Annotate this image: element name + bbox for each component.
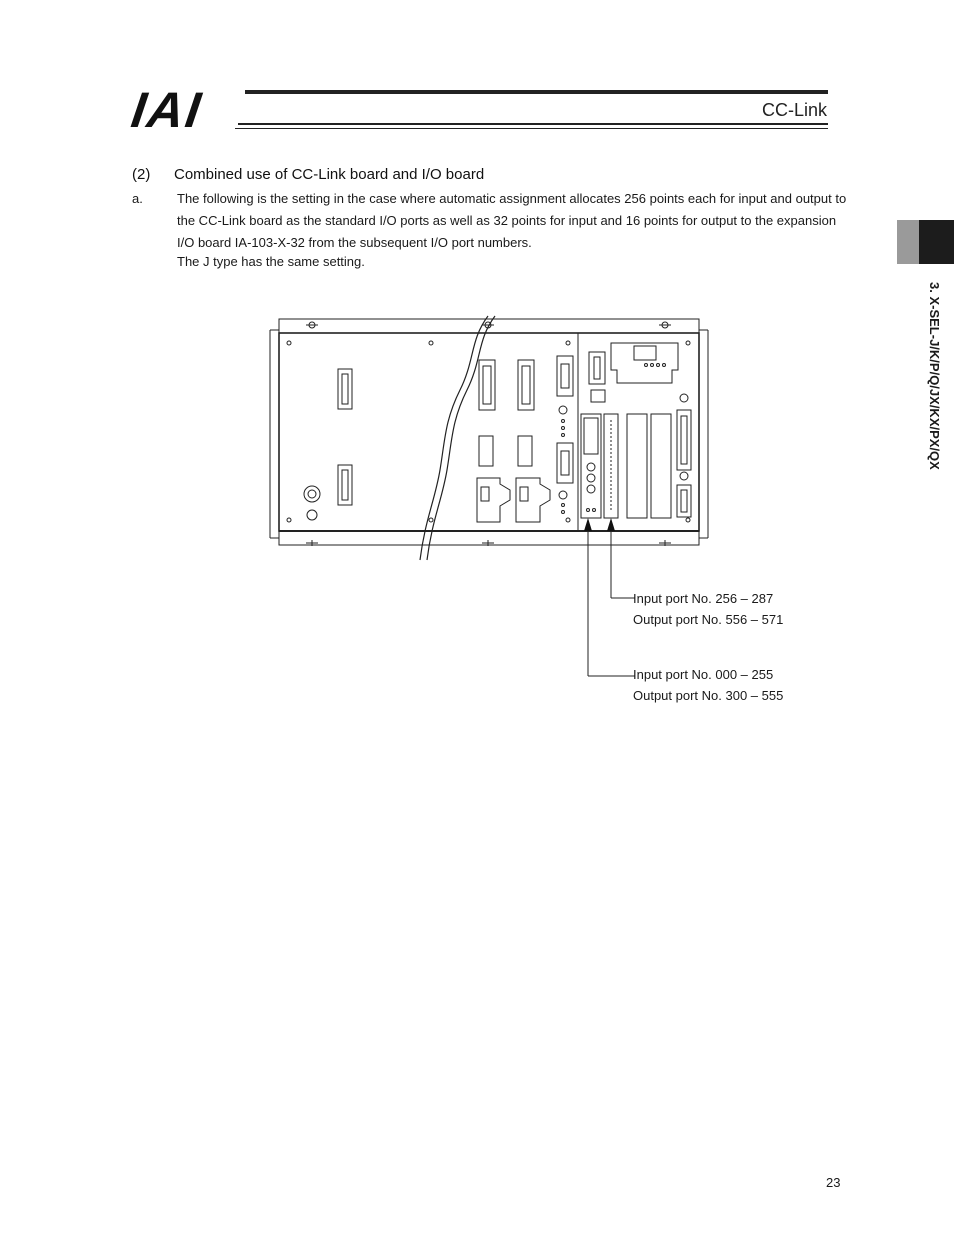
io-board-input-range: Input port No. 256 – 287 — [633, 591, 774, 606]
list-item-marker: a. — [132, 191, 143, 206]
io-board-callout — [633, 588, 783, 630]
io-board-output-range: Output port No. 556 – 571 — [633, 612, 784, 627]
section-title: Combined use of CC-Link board and I/O board — [174, 166, 485, 183]
iai-logo: IAI — [128, 82, 206, 138]
list-item-text: The following is the setting in the case where automatic assignment allocates 256 points each for input and output to the CC-Link board as the standard I/O ports as well as 32 points for input and 16 points for output to the expansion I/O board IA-103-X-32 from the subsequent I/O port numbers. — [177, 191, 847, 250]
header-title: CC-Link — [761, 100, 827, 120]
cclink-board-input-range: Input port No. 000 – 255 — [633, 667, 774, 682]
page-number: 23 — [826, 1175, 841, 1190]
note-text: The J type has the same setting. — [177, 254, 365, 269]
chapter-label: 3. X-SEL-J/K/P/Q/JX/KX/PX/QX — [927, 282, 942, 470]
cclink-board-callout — [633, 664, 783, 706]
section-number: (2) — [132, 166, 151, 183]
cclink-board-output-range: Output port No. 300 – 555 — [633, 688, 784, 703]
